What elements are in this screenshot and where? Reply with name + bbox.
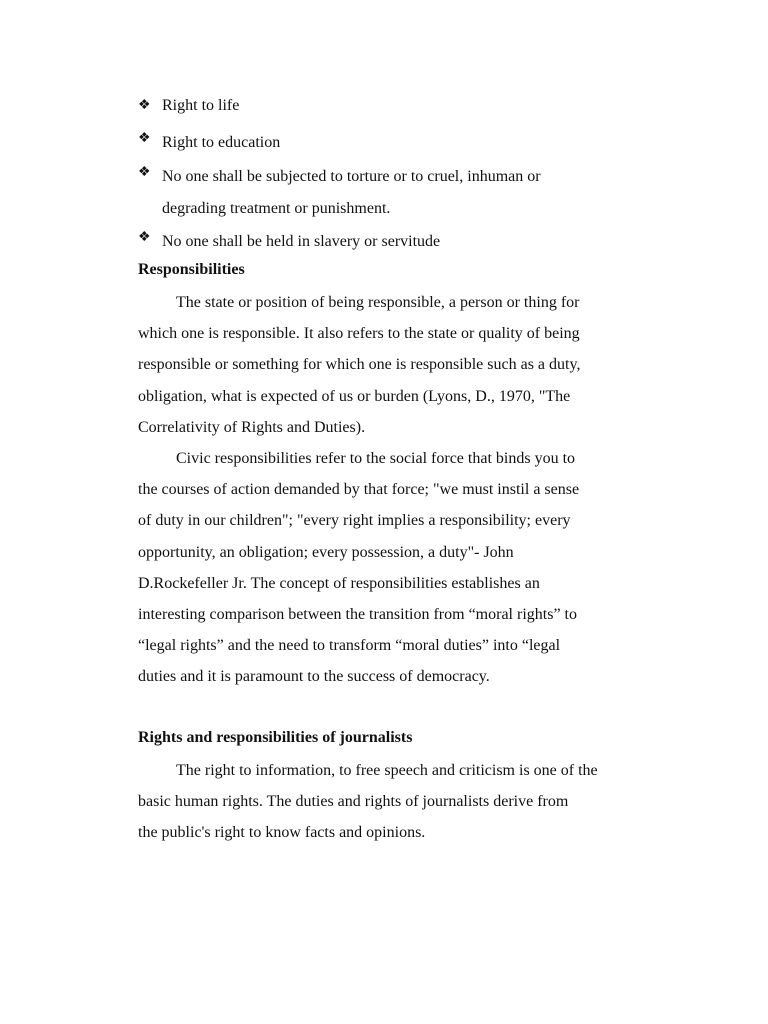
paragraph-line: interesting comparison between the transition from “moral rights” to (138, 606, 577, 624)
paragraph-line: the courses of action demanded by that force; "we must instil a sense (138, 481, 580, 499)
paragraph-line: Correlativity of Rights and Duties). (138, 418, 366, 436)
paragraph-line: responsible or something for which one is responsible such as a duty, (138, 356, 581, 374)
diamond-bullet-icon: ❖ (138, 165, 151, 180)
bullet-text: No one shall be held in slavery or servitude (162, 233, 441, 250)
bullet-item (138, 127, 658, 159)
paragraph-line: duties and it is paramount to the success of democracy. (138, 668, 490, 686)
journalists-heading: Rights and responsibilities of journalists (138, 729, 413, 746)
paragraph-line: opportunity, an obligation; every possession, a duty"- John (138, 543, 514, 561)
paragraph-line: obligation, what is expected of us or burden (Lyons, D., 1970, "The (138, 387, 571, 405)
bullet-text: Right to life (162, 97, 240, 114)
paragraph-line: which one is responsible. It also refers to the state or quality of being (138, 325, 580, 343)
bullet-item (138, 94, 658, 118)
bullet-item (138, 226, 658, 258)
paragraph-line: the public's right to know facts and opinions. (138, 824, 426, 842)
responsibilities-paragraph-2 (138, 443, 648, 693)
rights-bullet-list (138, 94, 658, 259)
responsibilities-paragraph-1 (138, 287, 648, 443)
paragraph-line: The right to information, to free speech and criticism is one of the (176, 762, 598, 779)
journalists-paragraph (138, 755, 648, 849)
paragraph-line: Civic responsibilities refer to the social force that binds you to (176, 450, 576, 467)
bullet-item (138, 161, 658, 225)
diamond-bullet-icon: ❖ (138, 131, 151, 146)
paragraph-line: “legal rights” and the need to transform “moral duties” into “legal (138, 637, 561, 655)
diamond-bullet-icon: ❖ (138, 230, 151, 245)
paragraph-line: basic human rights. The duties and rights of journalists derive from (138, 793, 569, 811)
bullet-text-line: No one shall be subjected to torture or to cruel, inhuman or (162, 168, 541, 185)
bullet-text: Right to education (162, 134, 281, 151)
paragraph-line: The state or position of being responsible, a person or thing for (176, 294, 580, 311)
paragraph-line: D.Rockefeller Jr. The concept of responsibilities establishes an (138, 574, 540, 592)
bullet-text-line: degrading treatment or punishment. (162, 200, 391, 217)
bullet-text (162, 161, 658, 225)
paragraph-line: of duty in our children"; "every right implies a responsibility; every (138, 512, 571, 530)
responsibilities-heading: Responsibilities (138, 261, 245, 278)
diamond-bullet-icon: ❖ (138, 98, 151, 113)
